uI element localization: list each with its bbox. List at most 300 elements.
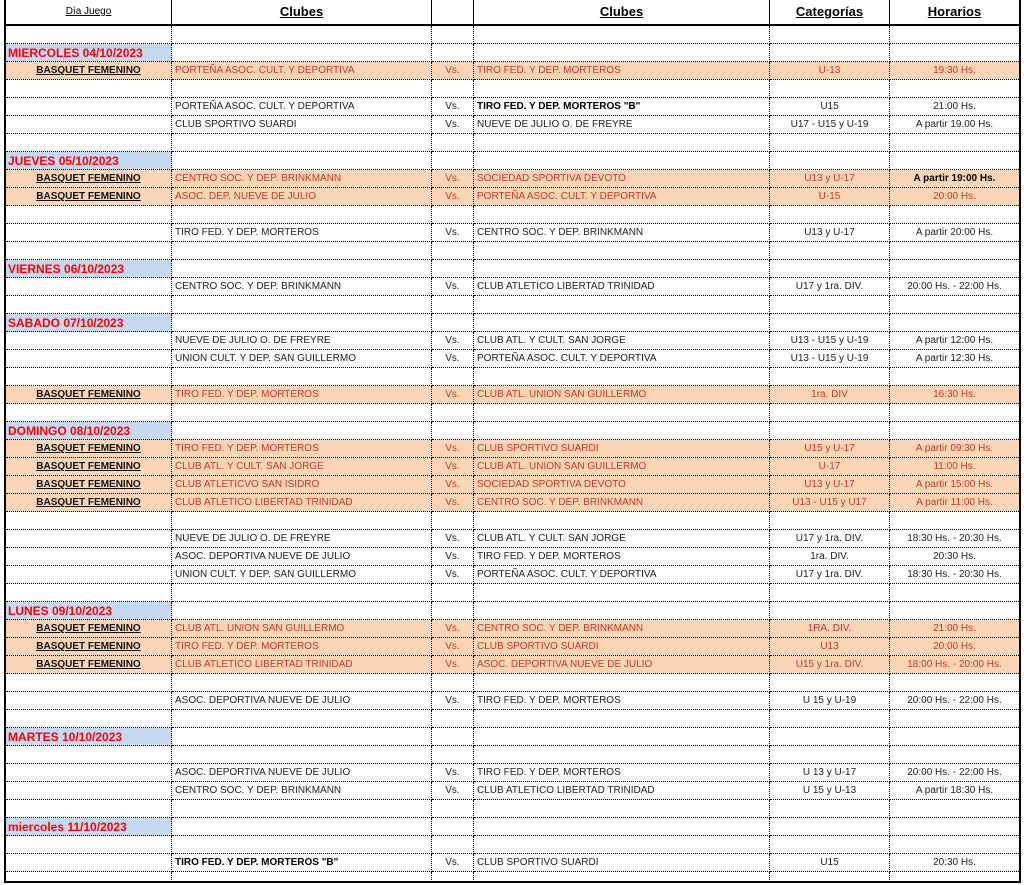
categoria-cell: U-13 bbox=[770, 62, 890, 80]
club-visitante-cell: PORTEÑA ASOC. CULT. Y DEPORTIVA bbox=[474, 188, 770, 206]
horario-cell: 19:30 Hs. bbox=[890, 62, 1019, 80]
table-row bbox=[6, 530, 1019, 548]
club-local-cell: CENTRO SOC. Y DEP. BRINKMANN bbox=[172, 782, 432, 800]
club-visitante-cell: CLUB SPORTIVO SUARDI bbox=[474, 854, 770, 872]
categoria-cell bbox=[770, 872, 890, 883]
table-row bbox=[6, 764, 1019, 782]
dia-cell: VIERNES 06/10/2023 bbox=[6, 260, 172, 278]
club-visitante-cell: CLUB ATLETICO LIBERTAD TRINIDAD bbox=[474, 782, 770, 800]
header-vs-column bbox=[432, 0, 474, 24]
vs-cell bbox=[432, 404, 474, 422]
dia-cell: BASQUET FEMENINO bbox=[6, 440, 172, 458]
date-row bbox=[6, 422, 1019, 440]
categoria-cell: U13 - U15 y U17 bbox=[770, 494, 890, 512]
horario-cell: 21:00 Hs. bbox=[890, 620, 1019, 638]
vs-cell: Vs. bbox=[432, 638, 474, 656]
categoria-cell: U 15 y U-19 bbox=[770, 692, 890, 710]
vs-cell: Vs. bbox=[432, 440, 474, 458]
table-row bbox=[6, 170, 1019, 188]
dia-cell bbox=[6, 872, 172, 883]
categoria-cell bbox=[770, 44, 890, 62]
categoria-cell: U13 y U-17 bbox=[770, 476, 890, 494]
dia-cell bbox=[6, 134, 172, 152]
categoria-cell: U-15 bbox=[770, 188, 890, 206]
vs-cell bbox=[432, 134, 474, 152]
header-clubes-visitante: Clubes bbox=[474, 0, 770, 24]
club-local-cell bbox=[172, 422, 432, 440]
table-row bbox=[6, 854, 1019, 872]
categoria-cell bbox=[770, 674, 890, 692]
club-local-cell: ASOC. DEPORTIVA NUEVE DE JULIO bbox=[172, 764, 432, 782]
blank-row bbox=[6, 206, 1019, 224]
vs-cell: Vs. bbox=[432, 278, 474, 296]
dia-cell: BASQUET FEMENINO bbox=[6, 656, 172, 674]
dia-cell bbox=[6, 782, 172, 800]
blank-row bbox=[6, 134, 1019, 152]
club-visitante-cell bbox=[474, 674, 770, 692]
vs-cell bbox=[432, 674, 474, 692]
categoria-cell bbox=[770, 800, 890, 818]
categoria-cell bbox=[770, 836, 890, 854]
horario-cell bbox=[890, 872, 1019, 883]
categoria-cell bbox=[770, 152, 890, 170]
table-row bbox=[6, 476, 1019, 494]
club-visitante-cell: CLUB ATLETICO LIBERTAD TRINIDAD bbox=[474, 278, 770, 296]
club-local-cell bbox=[172, 602, 432, 620]
dia-cell: BASQUET FEMENINO bbox=[6, 188, 172, 206]
club-local-cell: CENTRO SOC. Y DEP. BRINKMANN bbox=[172, 278, 432, 296]
blank-row bbox=[6, 584, 1019, 602]
vs-cell: Vs. bbox=[432, 692, 474, 710]
club-local-cell bbox=[172, 368, 432, 386]
club-local-cell: CLUB ATLETICO LIBERTAD TRINIDAD bbox=[172, 656, 432, 674]
horario-cell: 20:30 Hs. bbox=[890, 548, 1019, 566]
date-row bbox=[6, 728, 1019, 746]
horario-cell bbox=[890, 26, 1019, 44]
club-visitante-cell: TIRO FED. Y DEP. MORTEROS bbox=[474, 764, 770, 782]
horario-cell: A partir 20:00 Hs. bbox=[890, 224, 1019, 242]
club-visitante-cell: TIRO FED. Y DEP. MORTEROS bbox=[474, 548, 770, 566]
club-local-cell: CLUB ATLETICO LIBERTAD TRINIDAD bbox=[172, 494, 432, 512]
blank-row bbox=[6, 746, 1019, 764]
vs-cell bbox=[432, 602, 474, 620]
table-row bbox=[6, 458, 1019, 476]
club-local-cell: PORTEÑA ASOC. CULT. Y DEPORTIVA bbox=[172, 62, 432, 80]
club-local-cell: NUEVE DE JULIO O. DE FREYRE bbox=[172, 332, 432, 350]
vs-cell: Vs. bbox=[432, 458, 474, 476]
dia-cell: JUEVES 05/10/2023 bbox=[6, 152, 172, 170]
horario-cell bbox=[890, 836, 1019, 854]
club-local-cell: TIRO FED. Y DEP. MORTEROS bbox=[172, 638, 432, 656]
vs-cell bbox=[432, 818, 474, 836]
table-header bbox=[6, 0, 1019, 26]
date-row bbox=[6, 314, 1019, 332]
horario-cell bbox=[890, 206, 1019, 224]
header-categorias: Categorías bbox=[770, 0, 890, 24]
horario-cell: A partir 11:00 Hs. bbox=[890, 494, 1019, 512]
categoria-cell: U15 bbox=[770, 98, 890, 116]
club-visitante-cell bbox=[474, 512, 770, 530]
horario-cell bbox=[890, 44, 1019, 62]
dia-cell bbox=[6, 368, 172, 386]
vs-cell bbox=[432, 710, 474, 728]
horario-cell bbox=[890, 296, 1019, 314]
date-row bbox=[6, 152, 1019, 170]
dia-cell bbox=[6, 764, 172, 782]
horario-cell bbox=[890, 152, 1019, 170]
club-local-cell bbox=[172, 134, 432, 152]
vs-cell: Vs. bbox=[432, 530, 474, 548]
club-local-cell: TIRO FED. Y DEP. MORTEROS bbox=[172, 224, 432, 242]
club-local-cell bbox=[172, 746, 432, 764]
dia-cell bbox=[6, 26, 172, 44]
club-visitante-cell: CLUB ATL. Y CULT. SAN JORGE bbox=[474, 530, 770, 548]
dia-cell bbox=[6, 116, 172, 134]
club-local-cell: TIRO FED. Y DEP. MORTEROS bbox=[172, 386, 432, 404]
categoria-cell bbox=[770, 422, 890, 440]
blank-row bbox=[6, 836, 1019, 854]
club-visitante-cell bbox=[474, 602, 770, 620]
club-local-cell bbox=[172, 872, 432, 883]
horario-cell bbox=[890, 818, 1019, 836]
horario-cell: A partir 19:00 Hs. bbox=[890, 170, 1019, 188]
club-visitante-cell: SOCIEDAD SPORTIVA DEVOTO bbox=[474, 170, 770, 188]
table-row bbox=[6, 116, 1019, 134]
categoria-cell: U 13 y U-17 bbox=[770, 764, 890, 782]
dia-cell bbox=[6, 854, 172, 872]
vs-cell bbox=[432, 314, 474, 332]
blank-row bbox=[6, 800, 1019, 818]
vs-cell: Vs. bbox=[432, 854, 474, 872]
club-local-cell: ASOC. DEPORTIVA NUEVE DE JULIO bbox=[172, 692, 432, 710]
table-row bbox=[6, 692, 1019, 710]
vs-cell: Vs. bbox=[432, 782, 474, 800]
dia-cell bbox=[6, 710, 172, 728]
club-visitante-cell: CLUB ATL. UNION SAN GUILLERMO bbox=[474, 458, 770, 476]
club-visitante-cell bbox=[474, 872, 770, 883]
horario-cell: 11:00 Hs. bbox=[890, 458, 1019, 476]
categoria-cell: U17 - U15 y U-19 bbox=[770, 116, 890, 134]
dia-cell: DOMINGO 08/10/2023 bbox=[6, 422, 172, 440]
horario-cell: 20:00 Hs. bbox=[890, 188, 1019, 206]
date-row bbox=[6, 44, 1019, 62]
dia-cell: BASQUET FEMENINO bbox=[6, 62, 172, 80]
club-visitante-cell: CLUB SPORTIVO SUARDI bbox=[474, 440, 770, 458]
dia-cell: BASQUET FEMENINO bbox=[6, 386, 172, 404]
horario-cell: A partir 18:30 Hs. bbox=[890, 782, 1019, 800]
dia-cell: miercoles 11/10/2023 bbox=[6, 818, 172, 836]
categoria-cell: 1RA. DIV. bbox=[770, 620, 890, 638]
vs-cell bbox=[432, 512, 474, 530]
vs-cell bbox=[432, 260, 474, 278]
dia-cell bbox=[6, 800, 172, 818]
horario-cell: 20:00 Hs. bbox=[890, 638, 1019, 656]
table-row bbox=[6, 332, 1019, 350]
horario-cell: A partir 19.00 Hs. bbox=[890, 116, 1019, 134]
club-local-cell: CLUB ATLETICVO SAN ISIDRO bbox=[172, 476, 432, 494]
horario-cell bbox=[890, 80, 1019, 98]
club-visitante-cell bbox=[474, 368, 770, 386]
club-visitante-cell: NUEVE DE JULIO O. DE FREYRE bbox=[474, 116, 770, 134]
club-visitante-cell bbox=[474, 710, 770, 728]
horario-cell bbox=[890, 422, 1019, 440]
dia-cell: BASQUET FEMENINO bbox=[6, 620, 172, 638]
blank-row bbox=[6, 242, 1019, 260]
dia-cell bbox=[6, 674, 172, 692]
categoria-cell bbox=[770, 368, 890, 386]
club-visitante-cell bbox=[474, 44, 770, 62]
horario-cell bbox=[890, 584, 1019, 602]
club-visitante-cell bbox=[474, 404, 770, 422]
club-local-cell bbox=[172, 152, 432, 170]
club-local-cell: ASOC. DEPORTIVA NUEVE DE JULIO bbox=[172, 548, 432, 566]
categoria-cell: U-17 bbox=[770, 458, 890, 476]
club-visitante-cell: TIRO FED. Y DEP. MORTEROS bbox=[474, 62, 770, 80]
club-visitante-cell bbox=[474, 80, 770, 98]
dia-cell bbox=[6, 548, 172, 566]
table-row bbox=[6, 494, 1019, 512]
table-row bbox=[6, 638, 1019, 656]
vs-cell bbox=[432, 206, 474, 224]
club-visitante-cell bbox=[474, 314, 770, 332]
blank-row bbox=[6, 80, 1019, 98]
vs-cell: Vs. bbox=[432, 62, 474, 80]
categoria-cell bbox=[770, 728, 890, 746]
horario-cell: A partir 12:30 Hs. bbox=[890, 350, 1019, 368]
categoria-cell: U13 bbox=[770, 638, 890, 656]
table-row bbox=[6, 188, 1019, 206]
horario-cell: 20:30 Hs. bbox=[890, 854, 1019, 872]
horario-cell: 20:00 Hs. - 22:00 Hs. bbox=[890, 692, 1019, 710]
club-visitante-cell bbox=[474, 296, 770, 314]
club-local-cell: ASOC. DEP. NUEVE DE JULIO bbox=[172, 188, 432, 206]
club-local-cell: PORTEÑA ASOC. CULT. Y DEPORTIVA bbox=[172, 98, 432, 116]
dia-cell bbox=[6, 836, 172, 854]
blank-row bbox=[6, 512, 1019, 530]
dia-cell bbox=[6, 98, 172, 116]
categoria-cell bbox=[770, 206, 890, 224]
club-visitante-cell bbox=[474, 836, 770, 854]
categoria-cell bbox=[770, 512, 890, 530]
horario-cell bbox=[890, 134, 1019, 152]
club-local-cell bbox=[172, 404, 432, 422]
club-visitante-cell bbox=[474, 422, 770, 440]
horario-cell bbox=[890, 746, 1019, 764]
dia-cell bbox=[6, 224, 172, 242]
blank-row bbox=[6, 26, 1019, 44]
dia-cell bbox=[6, 530, 172, 548]
vs-cell: Vs. bbox=[432, 224, 474, 242]
vs-cell: Vs. bbox=[432, 188, 474, 206]
vs-cell bbox=[432, 872, 474, 883]
categoria-cell bbox=[770, 404, 890, 422]
horario-cell bbox=[890, 728, 1019, 746]
club-visitante-cell: TIRO FED. Y DEP. MORTEROS bbox=[474, 692, 770, 710]
vs-cell: Vs. bbox=[432, 386, 474, 404]
club-local-cell: UNION CULT. Y DEP. SAN GUILLERMO bbox=[172, 566, 432, 584]
categoria-cell: 1ra. DIV. bbox=[770, 548, 890, 566]
horario-cell bbox=[890, 512, 1019, 530]
club-visitante-cell: PORTEÑA ASOC. CULT. Y DEPORTIVA bbox=[474, 566, 770, 584]
club-local-cell: TIRO FED. Y DEP. MORTEROS bbox=[172, 440, 432, 458]
categoria-cell: U17 y 1ra. DIV. bbox=[770, 278, 890, 296]
club-local-cell: CENTRO SOC. Y DEP. BRINKMANN bbox=[172, 170, 432, 188]
vs-cell: Vs. bbox=[432, 116, 474, 134]
horario-cell bbox=[890, 674, 1019, 692]
vs-cell: Vs. bbox=[432, 170, 474, 188]
horario-cell bbox=[890, 602, 1019, 620]
vs-cell bbox=[432, 746, 474, 764]
club-visitante-cell: SOCIEDAD SPORTIVA DEVOTO bbox=[474, 476, 770, 494]
categoria-cell bbox=[770, 296, 890, 314]
dia-cell: BASQUET FEMENINO bbox=[6, 494, 172, 512]
header-horarios: Horarios bbox=[927, 4, 982, 19]
vs-cell bbox=[432, 80, 474, 98]
club-local-cell: CLUB ATL. UNION SAN GUILLERMO bbox=[172, 620, 432, 638]
club-local-cell bbox=[172, 242, 432, 260]
club-local-cell bbox=[172, 800, 432, 818]
schedule-sheet bbox=[4, 0, 1021, 883]
header-clubes-local: Clubes bbox=[172, 0, 432, 24]
dia-cell bbox=[6, 566, 172, 584]
dia-cell: LUNES 09/10/2023 bbox=[6, 602, 172, 620]
categoria-cell bbox=[770, 26, 890, 44]
date-row bbox=[6, 602, 1019, 620]
horario-cell: 18:00 Hs. - 20:00 Hs. bbox=[890, 656, 1019, 674]
categoria-cell bbox=[770, 710, 890, 728]
dia-cell bbox=[6, 746, 172, 764]
vs-cell bbox=[432, 800, 474, 818]
club-visitante-cell bbox=[474, 584, 770, 602]
categoria-cell bbox=[770, 314, 890, 332]
club-local-cell bbox=[172, 206, 432, 224]
club-visitante-cell bbox=[474, 746, 770, 764]
club-visitante-cell bbox=[474, 26, 770, 44]
vs-cell bbox=[432, 836, 474, 854]
blank-row bbox=[6, 404, 1019, 422]
horario-cell: A partir 09:30 Hs. bbox=[890, 440, 1019, 458]
dia-cell: MARTES 10/10/2023 bbox=[6, 728, 172, 746]
club-local-cell bbox=[172, 44, 432, 62]
vs-cell bbox=[432, 584, 474, 602]
dia-cell bbox=[6, 296, 172, 314]
blank-row bbox=[6, 710, 1019, 728]
table-row bbox=[6, 62, 1019, 80]
vs-cell bbox=[432, 296, 474, 314]
club-visitante-cell: CENTRO SOC. Y DEP. BRINKMANN bbox=[474, 494, 770, 512]
dia-cell bbox=[6, 80, 172, 98]
club-visitante-cell: PORTEÑA ASOC. CULT. Y DEPORTIVA bbox=[474, 350, 770, 368]
club-local-cell bbox=[172, 80, 432, 98]
club-visitante-cell: TIRO FED. Y DEP. MORTEROS "B" bbox=[474, 98, 770, 116]
dia-cell: BASQUET FEMENINO bbox=[6, 476, 172, 494]
club-visitante-cell: CENTRO SOC. Y DEP. BRINKMANN bbox=[474, 620, 770, 638]
club-local-cell bbox=[172, 836, 432, 854]
club-visitante-cell bbox=[474, 206, 770, 224]
vs-cell bbox=[432, 26, 474, 44]
horario-cell bbox=[890, 368, 1019, 386]
club-local-cell bbox=[172, 512, 432, 530]
club-local-cell: TIRO FED. Y DEP. MORTEROS "B" bbox=[172, 854, 432, 872]
club-local-cell: CLUB SPORTIVO SUARDI bbox=[172, 116, 432, 134]
vs-cell bbox=[432, 368, 474, 386]
dia-cell bbox=[6, 584, 172, 602]
club-local-cell bbox=[172, 584, 432, 602]
header-dia-juego: Día Juego bbox=[6, 0, 172, 24]
vs-cell: Vs. bbox=[432, 350, 474, 368]
vs-cell: Vs. bbox=[432, 566, 474, 584]
dia-cell bbox=[6, 692, 172, 710]
horario-cell: A partir 15:00 Hs. bbox=[890, 476, 1019, 494]
dia-cell bbox=[6, 278, 172, 296]
table-row bbox=[6, 224, 1019, 242]
club-visitante-cell bbox=[474, 800, 770, 818]
vs-cell: Vs. bbox=[432, 494, 474, 512]
club-local-cell: NUEVE DE JULIO O. DE FREYRE bbox=[172, 530, 432, 548]
club-local-cell: CLUB ATL. Y CULT. SAN JORGE bbox=[172, 458, 432, 476]
vs-cell bbox=[432, 44, 474, 62]
categoria-cell: U13 y U-17 bbox=[770, 224, 890, 242]
horario-cell bbox=[890, 404, 1019, 422]
vs-cell: Vs. bbox=[432, 620, 474, 638]
categoria-cell bbox=[770, 260, 890, 278]
categoria-cell bbox=[770, 746, 890, 764]
table-row bbox=[6, 98, 1019, 116]
table-row bbox=[6, 440, 1019, 458]
vs-cell bbox=[432, 242, 474, 260]
dia-cell: BASQUET FEMENINO bbox=[6, 638, 172, 656]
vs-cell: Vs. bbox=[432, 548, 474, 566]
categoria-cell: U15 bbox=[770, 854, 890, 872]
horario-cell: 20:00 Hs. - 22:00 Hs. bbox=[890, 764, 1019, 782]
vs-cell bbox=[432, 728, 474, 746]
table-row bbox=[6, 782, 1019, 800]
blank-row bbox=[6, 872, 1019, 883]
club-local-cell: UNION CULT. Y DEP. SAN GUILLERMO bbox=[172, 350, 432, 368]
dia-cell: BASQUET FEMENINO bbox=[6, 170, 172, 188]
dia-cell bbox=[6, 242, 172, 260]
categoria-cell: U 15 y U-13 bbox=[770, 782, 890, 800]
horario-cell bbox=[890, 242, 1019, 260]
table-row bbox=[6, 548, 1019, 566]
club-local-cell bbox=[172, 710, 432, 728]
club-visitante-cell bbox=[474, 728, 770, 746]
vs-cell bbox=[432, 422, 474, 440]
categoria-cell bbox=[770, 134, 890, 152]
club-visitante-cell: CLUB SPORTIVO SUARDI bbox=[474, 638, 770, 656]
club-local-cell bbox=[172, 296, 432, 314]
horario-cell bbox=[890, 314, 1019, 332]
horario-cell: 21:00 Hs. bbox=[890, 98, 1019, 116]
horario-cell: 18:30 Hs. - 20:30 Hs. bbox=[890, 530, 1019, 548]
horario-cell: 18:30 Hs. - 20:30 Hs. bbox=[890, 566, 1019, 584]
horario-cell: 20:00 Hs. - 22:00 Hs. bbox=[890, 278, 1019, 296]
club-visitante-cell bbox=[474, 152, 770, 170]
horario-cell bbox=[890, 800, 1019, 818]
categoria-cell bbox=[770, 818, 890, 836]
table-row bbox=[6, 350, 1019, 368]
club-local-cell bbox=[172, 728, 432, 746]
dia-cell bbox=[6, 332, 172, 350]
categoria-cell bbox=[770, 584, 890, 602]
club-visitante-cell: CLUB ATL. UNION SAN GUILLERMO bbox=[474, 386, 770, 404]
table-row bbox=[6, 278, 1019, 296]
club-visitante-cell: ASOC. DEPORTIVA NUEVE DE JULIO bbox=[474, 656, 770, 674]
blank-row bbox=[6, 368, 1019, 386]
categoria-cell: U15 y 1ra. DIV. bbox=[770, 656, 890, 674]
club-local-cell bbox=[172, 818, 432, 836]
vs-cell: Vs. bbox=[432, 98, 474, 116]
